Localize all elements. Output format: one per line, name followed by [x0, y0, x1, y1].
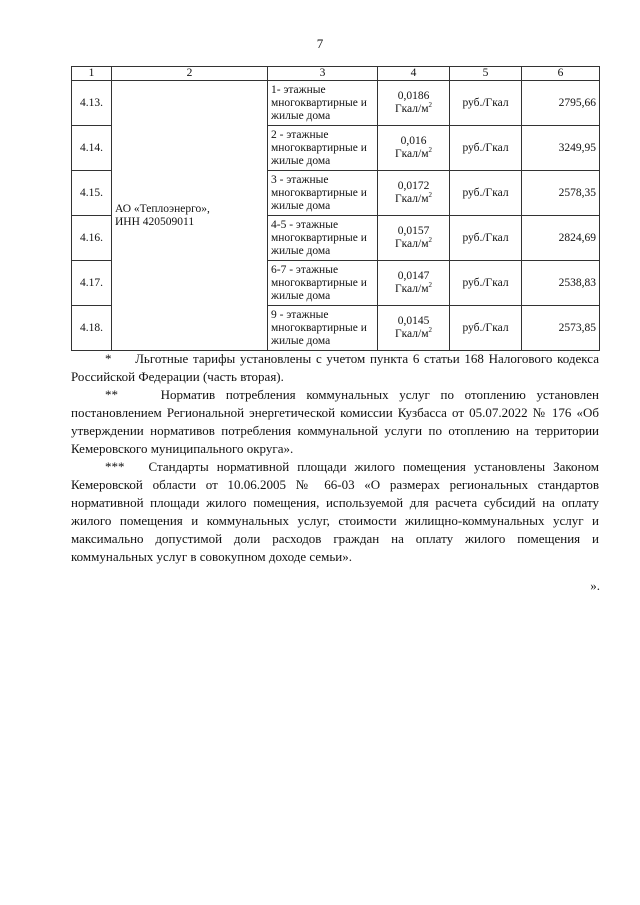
norm-value: 0,016: [400, 135, 427, 147]
tariff-price: 2824,69: [522, 216, 600, 261]
norm-value: 0,0186: [397, 90, 430, 102]
table-header-row: [72, 67, 600, 81]
norm-value: 0,0157: [397, 225, 430, 237]
tariff-price: 3249,95: [522, 126, 600, 171]
norm-value: 0,0172: [397, 180, 430, 192]
page-number: 7: [316, 36, 324, 51]
tariff-unit: руб./Гкал: [450, 216, 522, 261]
tariff-unit: руб./Гкал: [450, 261, 522, 306]
building-category: 6-7 - этажные многоквартирные и жилые дома: [268, 261, 378, 306]
norm-value: 0,0145: [397, 315, 430, 327]
consumption-norm: [378, 126, 450, 171]
column-header: 1: [72, 67, 112, 81]
row-number: 4.16.: [72, 216, 112, 261]
tariff-price: 2573,85: [522, 306, 600, 351]
norm-unit: Гкал/$м^2$: [395, 191, 432, 205]
row-number: 4.13.: [72, 81, 112, 126]
footnotes: [71, 350, 599, 566]
consumption-norm: [378, 261, 450, 306]
row-number: 4.15.: [72, 171, 112, 216]
consumption-norm: [378, 216, 450, 261]
building-category: 4-5 - этажные многоквартирные и жилые дома: [268, 216, 378, 261]
column-header: 6: [522, 67, 600, 81]
organization-name: АО «Теплоэнерго»,: [115, 202, 210, 215]
row-number: 4.14.: [72, 126, 112, 171]
tariff-price: 2795,66: [522, 81, 600, 126]
building-category: 9 - этажные многоквартирные и жилые дома: [268, 306, 378, 351]
organization-cell: [112, 81, 268, 351]
consumption-norm: [378, 171, 450, 216]
table-row: [72, 81, 600, 126]
tariff-price: 2578,35: [522, 171, 600, 216]
organization-inn: ИНН 420509011: [115, 215, 195, 228]
column-header: 4: [378, 67, 450, 81]
tariff-unit: руб./Гкал: [450, 306, 522, 351]
building-category: 1- этажные многоквартирные и жилые дома: [268, 81, 378, 126]
building-category: 3 - этажные многоквартирные и жилые дома: [268, 171, 378, 216]
column-header: 5: [450, 67, 522, 81]
tariff-unit: руб./Гкал: [450, 126, 522, 171]
consumption-norm: [378, 81, 450, 126]
tariff-table: [71, 66, 600, 351]
closing-quote: ».: [590, 578, 600, 593]
norm-unit: Гкал/$м^2$: [395, 281, 432, 295]
footnote-preferential-tariffs: * Льготные тарифы установлены с учетом пункта 6 статьи 168 Налогового кодекса Российской Федерации (часть вторая).: [71, 351, 599, 384]
row-number: 4.17.: [72, 261, 112, 306]
tariff-unit: руб./Гкал: [450, 171, 522, 216]
norm-unit: Гкал/$м^2$: [395, 326, 432, 340]
consumption-norm: [378, 306, 450, 351]
column-header: 2: [112, 67, 268, 81]
norm-unit: Гкал/$м^2$: [395, 146, 432, 160]
tariff-price: 2538,83: [522, 261, 600, 306]
row-number: 4.18.: [72, 306, 112, 351]
norm-unit: Гкал/$м^2$: [395, 236, 432, 250]
tariff-unit: руб./Гкал: [450, 81, 522, 126]
column-header: 3: [268, 67, 378, 81]
footnote-housing-area-standards: *** Стандарты нормативной площади жилого помещения установлены Законом Кемеровской области от 10.06.2005 № 66-03 «О размерах региональных стандартов нормативной площади жилого помещения, используемой для расчета субсидий на оплату жилого помещения и коммунальных услуг, стоимости жилищно-коммунальных услуг и максимально допустимой доли расходов граждан на оплату жилого помещения и коммунальных услуг в совокупном доходе семьи».: [71, 459, 599, 564]
footnote-consumption-norm: ** Норматив потребления коммунальных услуг по отоплению установлен постановлением Региональной энергетической комиссии Кузбасса от 05.07.2022 № 176 «Об утверждении нормативов потребления коммунальной услуги по отоплению на территории Кемеровского муниципального округа».: [71, 387, 599, 456]
building-category: 2 - этажные многоквартирные и жилые дома: [268, 126, 378, 171]
norm-unit: Гкал/$м^2$: [395, 101, 432, 115]
norm-value: 0,0147: [397, 270, 430, 282]
